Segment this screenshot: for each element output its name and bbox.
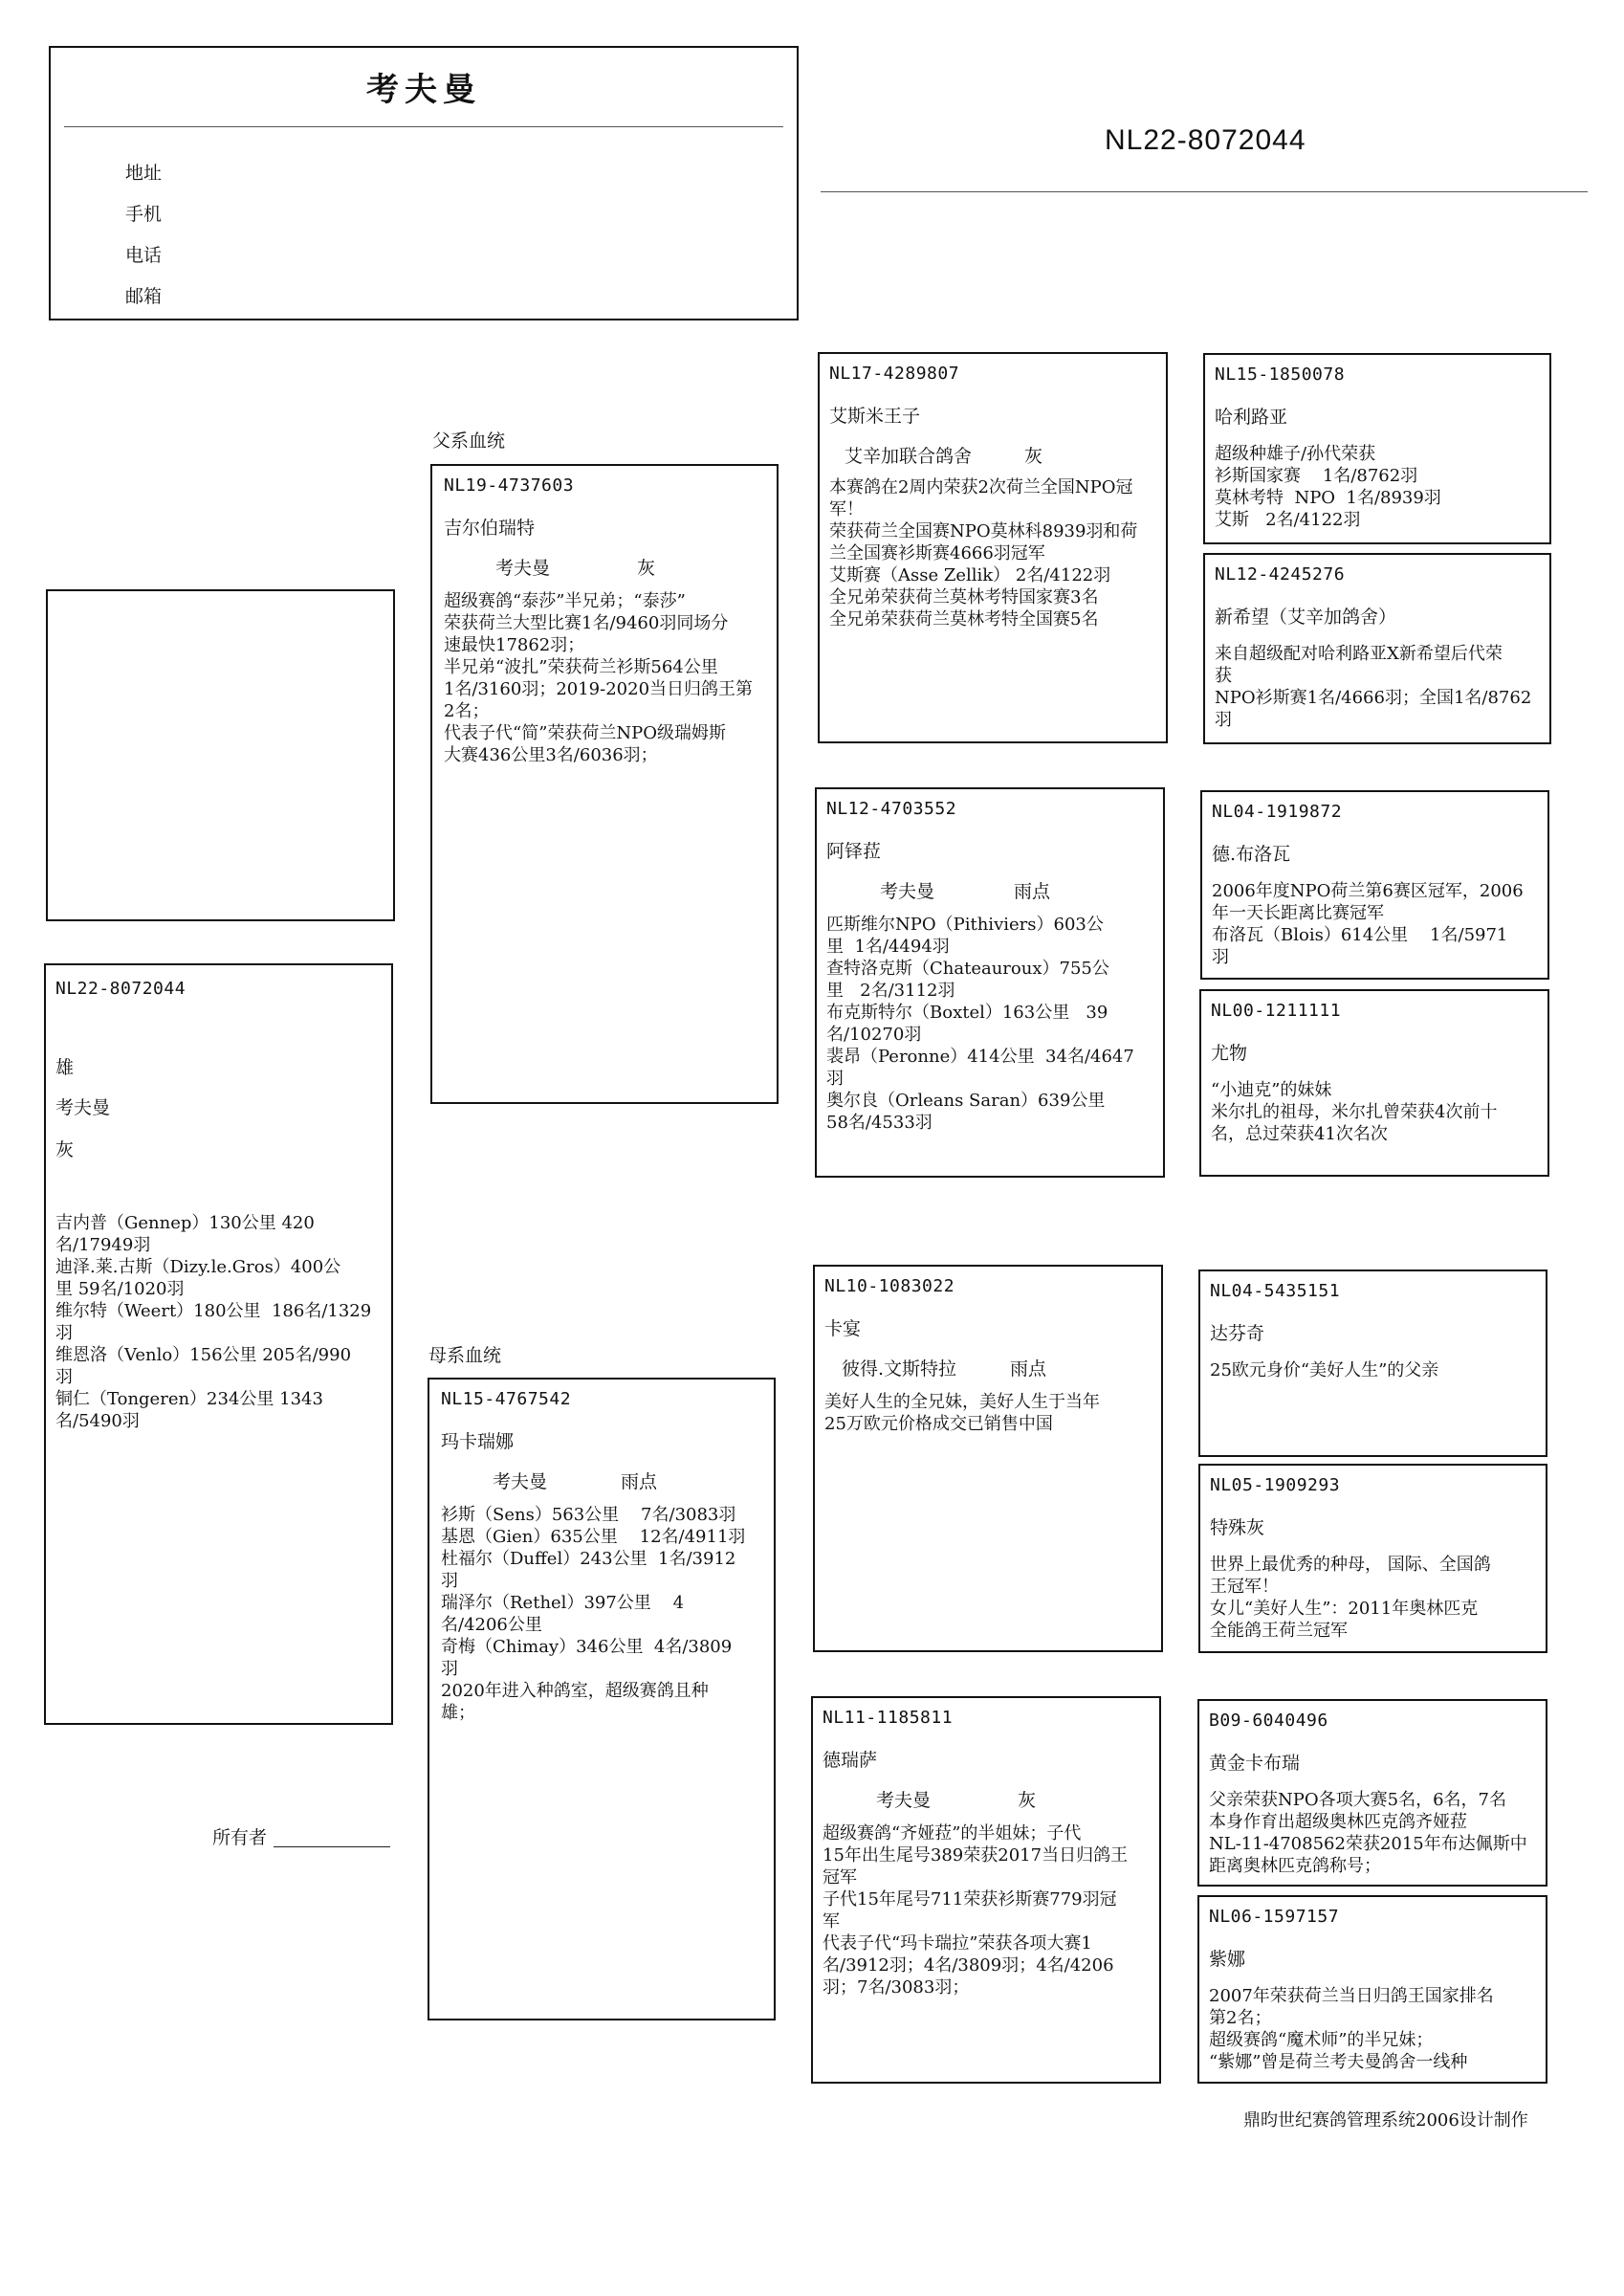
ssd-box: [1203, 553, 1551, 744]
sd-notes: 匹斯维尔NPO（Pithiviers）603公 里 1名/4494羽 查特洛克斯（Chateauroux）755公 里 2名/3112羽 布克斯特尔（Boxtel）163公里 39 名/10270羽 裴昂（Peronne）414公里 34名/4647 羽 奥尔良（Orleans Saran）639公里 58名/4533羽: [826, 915, 1134, 1133]
dds-name: 黄金卡布瑞: [1209, 1753, 1301, 1774]
dd-owner: 考夫曼: [876, 1790, 932, 1811]
dsd-notes: 世界上最优秀的种母， 国际、全国鸽 王冠军！ 女儿“美好人生”：2011年奥林匹克 全能鸽王荷兰冠军: [1210, 1555, 1491, 1641]
dam-name: 玛卡瑞娜: [441, 1431, 515, 1452]
dds-box: [1197, 1699, 1547, 1887]
subject-sex: 雄: [55, 1057, 75, 1078]
sd-name: 阿铎菈: [826, 841, 882, 862]
sdd-name: 尤物: [1211, 1043, 1248, 1064]
ss-notes: 本赛鸽在2周内荣获2次荷兰全国NPO冠 军！ 荣获荷兰全国赛NPO莫林科8939羽和荷 兰全国赛衫斯赛4666羽冠军 艾斯赛（Asse Zellik） 2名/4122羽 全兄弟荣获荷兰莫林考特国家赛3名 全兄弟荣获荷兰莫林考特全国赛5名: [829, 477, 1138, 629]
sire-dam-box: [815, 787, 1165, 1178]
dam-line-label: 母系血统: [428, 1345, 502, 1366]
subject-owner: 考夫曼: [55, 1097, 111, 1118]
sds-name: 德.布洛瓦: [1212, 844, 1291, 865]
sd-ring: NL12-4703552: [826, 799, 957, 819]
ss-owner: 艾辛加联合鸽舍: [845, 446, 973, 467]
dd-ring: NL11-1185811: [823, 1708, 954, 1728]
email-label: 邮箱: [125, 286, 163, 307]
header-divider: [64, 126, 783, 127]
sd-owner: 考夫曼: [880, 881, 935, 902]
sire-notes: 超级赛鸽“泰莎”半兄弟；“泰莎” 荣获荷兰大型比赛1名/9460羽同场分 速最快17862羽； 半兄弟“波扎”荣获荷兰衫斯564公里 1名/3160羽；2019-2020当日归鸽王第 2名； 代表子代“简”荣获荷兰NPO级瑞姆斯 大赛436公里3名/6036羽；: [444, 591, 754, 765]
subject-notes: 吉内普（Gennep）130公里 420 名/17949羽 迪泽.莱.古斯（Dizy.le.Gros）400公 里 59名/1020羽 维尔特（Weert）180公里 186名/1329 羽 维恩洛（Venlo）156公里 205名/990 羽 铜仁（Tongeren）234公里 1343 名/5490羽: [55, 1213, 372, 1431]
sire-line-label: 父系血统: [432, 430, 506, 452]
ds-ring: NL10-1083022: [824, 1276, 955, 1296]
ddd-box: [1197, 1895, 1547, 2084]
sire-sire-box: [818, 352, 1168, 743]
ss-ring: NL17-4289807: [829, 364, 960, 384]
dss-notes: 25欧元身价“美好人生”的父亲: [1210, 1360, 1439, 1380]
dam-ring: NL15-4767542: [441, 1389, 572, 1409]
sire-color: 灰: [637, 558, 656, 579]
sdd-notes: “小迪克”的妹妹 米尔扎的祖母，米尔扎曾荣获4次前十 名，总过荣获41次名次: [1211, 1080, 1498, 1144]
ssd-notes: 来自超级配对哈利路亚X新希望后代荣 获 NPO衫斯赛1名/4666羽；全国1名/8762 羽: [1215, 644, 1532, 730]
sire-ring: NL19-4737603: [444, 475, 575, 496]
dam-color: 雨点: [621, 1471, 658, 1492]
header-box: [49, 46, 799, 320]
ddd-notes: 2007年荣获荷兰当日归鸽王国家排名 第2名； 超级赛鸽“魔术师”的半兄妹； “紫娜”曾是荷兰考夫曼鸽舍一线种: [1209, 1986, 1494, 2072]
ddd-name: 紫娜: [1209, 1949, 1246, 1970]
sire-box: [430, 464, 779, 1104]
sdd-box: [1199, 989, 1549, 1177]
dss-ring: NL04-5435151: [1210, 1281, 1341, 1301]
phone-label: 电话: [125, 245, 163, 266]
ds-color: 雨点: [1010, 1358, 1047, 1380]
sire-owner: 考夫曼: [495, 558, 551, 579]
subject-color: 灰: [55, 1139, 75, 1160]
header-ring-number: NL22-8072044: [1105, 124, 1306, 156]
breeder-title: 考夫曼: [366, 71, 481, 109]
mobile-label: 手机: [125, 204, 163, 225]
owner-label: 所有者: [212, 1827, 268, 1848]
sss-notes: 超级种雄子/孙代荣获 衫斯国家赛 1名/8762羽 莫林考特 NPO 1名/8939羽 艾斯 2名/4122羽: [1215, 444, 1441, 530]
dam-box: [428, 1378, 776, 2020]
ds-name: 卡宴: [824, 1318, 862, 1339]
sss-name: 哈利路亚: [1215, 407, 1288, 428]
dds-ring: B09-6040496: [1209, 1711, 1328, 1731]
dds-notes: 父亲荣获NPO各项大赛5名，6名，7名 本身作育出超级奥林匹克鸽齐娅菈 NL-11-4708562荣获2015年布达佩斯中 距离奥林匹克鸽称号；: [1209, 1790, 1527, 1876]
ddd-ring: NL06-1597157: [1209, 1907, 1340, 1927]
ss-color: 灰: [1024, 446, 1043, 467]
sss-ring: NL15-1850078: [1215, 364, 1346, 385]
sds-notes: 2006年度NPO荷兰第6赛区冠军，2006 年一天长距离比赛冠军 布洛瓦（Blois）614公里 1名/5971 羽: [1212, 881, 1524, 967]
sd-color: 雨点: [1014, 881, 1051, 902]
address-label: 地址: [125, 163, 163, 184]
sds-box: [1200, 790, 1549, 980]
owner-signature-line: [274, 1846, 390, 1847]
sds-ring: NL04-1919872: [1212, 802, 1343, 822]
ds-notes: 美好人生的全兄妹，美好人生于当年 25万欧元价格成交已销售中国: [824, 1392, 1100, 1434]
ds-owner: 彼得.文斯特拉: [842, 1358, 957, 1380]
ssd-ring: NL12-4245276: [1215, 564, 1346, 585]
dam-dam-box: [811, 1696, 1161, 2084]
ssd-name: 新希望（艾辛加鸽舍）: [1215, 607, 1397, 628]
dam-sire-box: [813, 1265, 1163, 1652]
dam-notes: 衫斯（Sens）563公里 7名/3083羽 基恩（Gien）635公里 12名/4911羽 杜福尔（Duffel）243公里 1名/3912 羽 瑞泽尔（Rethel）397公里 4 名/4206公里 奇梅（Chimay）346公里 4名/3809 羽 2020年进入种鸽室，超级赛鸽且种 雄；: [441, 1505, 746, 1723]
dss-box: [1198, 1269, 1547, 1457]
subject-ring: NL22-8072044: [55, 979, 187, 999]
ring-underline: [821, 191, 1588, 192]
sire-name: 吉尔伯瑞特: [444, 518, 536, 539]
dd-notes: 超级赛鸽“齐娅菈”的半姐妹；子代 15年出生尾号389荣获2017当日归鸽王 冠军 子代15年尾号711荣获衫斯赛779羽冠 军 代表子代“玛卡瑞拉”荣获各项大赛1 名/3912羽；4名/3809羽；4名/4206 羽；7名/3083羽；: [823, 1823, 1129, 1998]
sdd-ring: NL00-1211111: [1211, 1001, 1342, 1021]
dd-name: 德瑞萨: [823, 1750, 878, 1771]
dd-color: 灰: [1018, 1790, 1037, 1811]
dsd-name: 特殊灰: [1210, 1517, 1265, 1538]
dam-owner: 考夫曼: [493, 1471, 548, 1492]
sss-box: [1203, 353, 1551, 544]
dsd-ring: NL05-1909293: [1210, 1475, 1341, 1495]
subject-box: [44, 963, 393, 1725]
dsd-box: [1198, 1464, 1547, 1653]
dss-name: 达芬奇: [1210, 1323, 1265, 1344]
photo-frame: [46, 589, 395, 921]
ss-name: 艾斯米王子: [829, 406, 921, 427]
footer-credit: 鼎昀世纪赛鸽管理系统2006设计制作: [1243, 2110, 1528, 2130]
